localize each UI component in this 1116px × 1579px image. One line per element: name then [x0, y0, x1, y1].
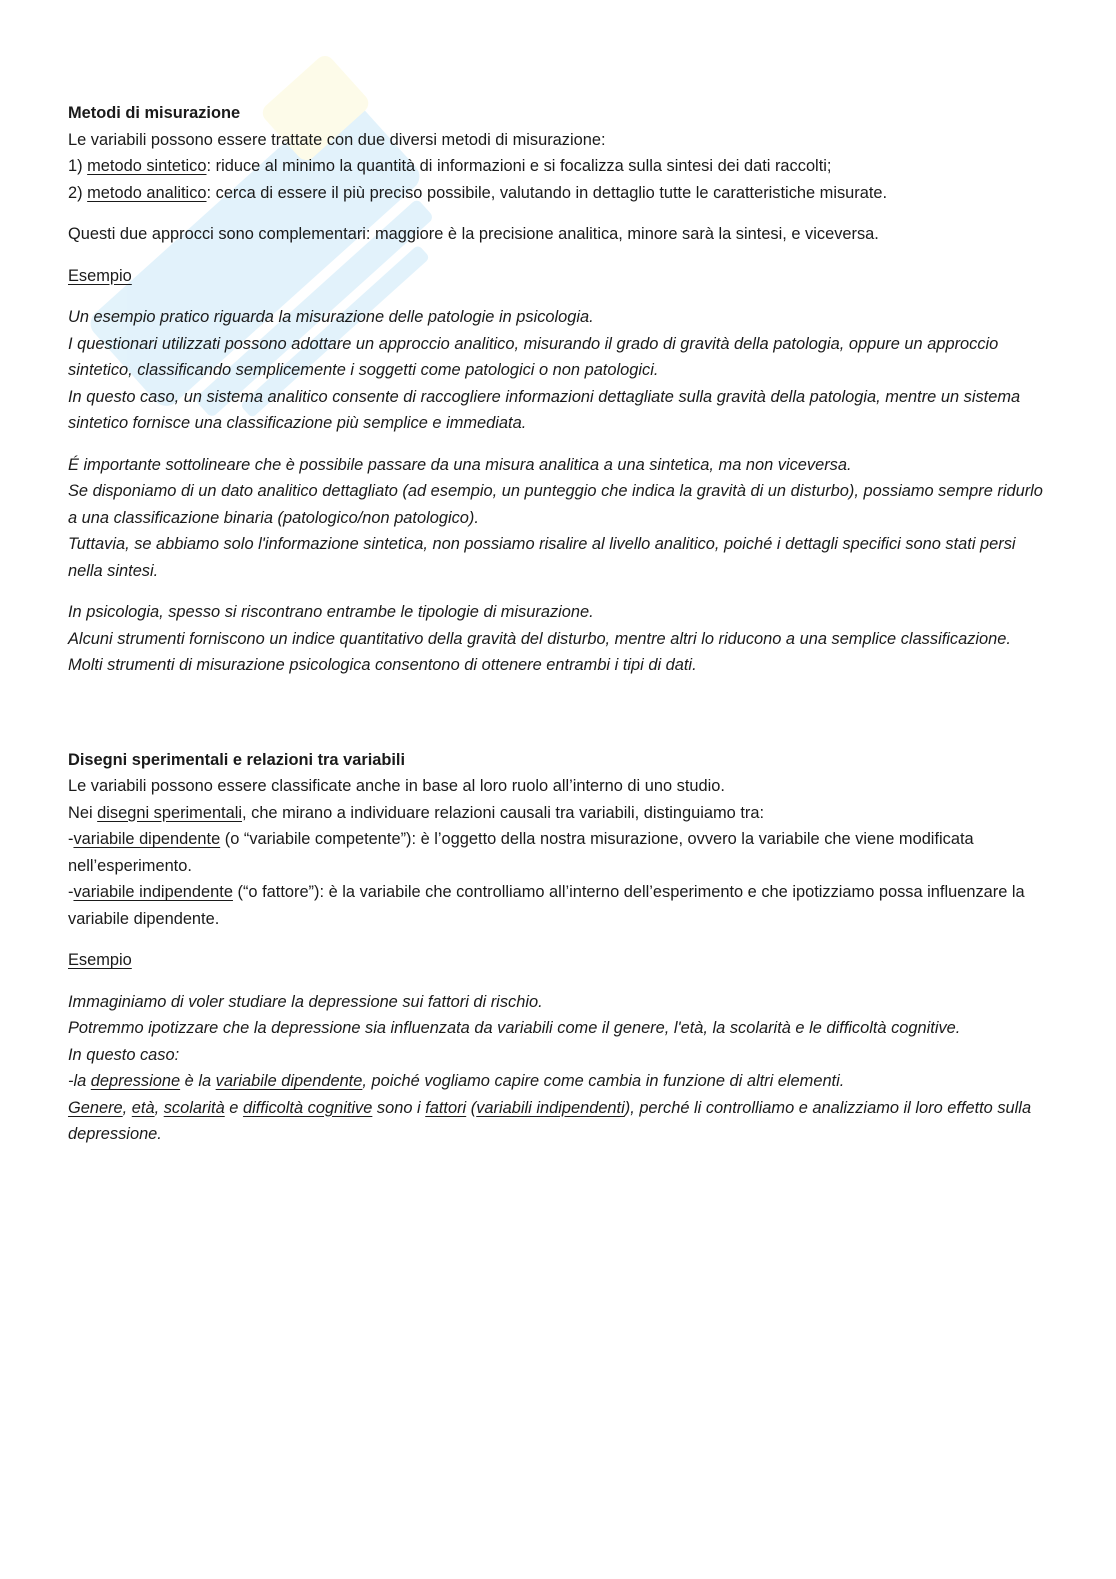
text-span: ( [466, 1098, 477, 1117]
term-scolarita: scolarità [163, 1098, 225, 1117]
example-paragraph-4 [68, 989, 1053, 1148]
paragraph-intro-metodi: Le variabili possono essere trattate con due diversi metodi di misurazione: [68, 130, 606, 149]
term-variabile-dipendente: variabile dipendente [73, 830, 221, 848]
text-span: e [224, 1098, 243, 1117]
example-paragraph-1 [68, 304, 1053, 437]
paragraph-complementari: Questi due approcci sono complementari: maggiore è la precisione analitica, minore sarà la sintesi, e viceversa. [68, 225, 879, 243]
text-span: ), perché li controlliamo e analizziamo il loro effetto sulla depressione. [68, 1098, 1032, 1143]
text-span: è la [180, 1072, 216, 1090]
list-number: 1) [68, 157, 88, 175]
example-line: In psicologia, spesso si riscontrano entrambe le tipologie di misurazione. [68, 603, 594, 621]
text-span: , poiché vogliamo capire come cambia in funzione di altri elementi. [362, 1072, 845, 1090]
example-line: Potremmo ipotizzare che la depressione sia influenzata da variabili come il genere, l'età, la scolarità e le difficoltà cognitive. [68, 1019, 961, 1037]
text-span: sono i [372, 1098, 426, 1117]
text-span: -la [68, 1072, 91, 1090]
text-span: (o “variabile competente”): è l’oggetto della nostra misurazione, ovvero la variabile che viene modificata nell’esperimento. [68, 830, 974, 875]
text-span: - [68, 883, 74, 901]
list-item-variabile-dipendente [68, 826, 1053, 879]
example-line: É importante sottolineare che è possibile passare da una misura analitica a una sintetica, ma non viceversa. [68, 455, 852, 474]
list-number: 2) [68, 183, 88, 202]
text-span: , che mirano a individuare relazioni causali tra variabili, distinguiamo tra: [242, 803, 765, 822]
term-variabile-dipendente: variabile dipendente [215, 1072, 363, 1090]
term-fattori: fattori [425, 1098, 467, 1117]
term-difficolta-cognitive: difficoltà cognitive [242, 1098, 373, 1117]
example-label-1: Esempio [68, 266, 132, 285]
list-item-metodo-analitico [68, 180, 1053, 207]
example-line: In questo caso, un sistema analitico consente di raccogliere informazioni dettagliate sulla gravità della patologia, mentre un sistema sintetico fornisce una classificazione più semplice e immediata. [68, 387, 1021, 432]
term-metodo-sintetico: metodo sintetico [87, 157, 207, 175]
example-line-depressione [68, 1068, 1053, 1095]
text-span: (“o fattore”): è la variabile che controlliamo all’interno dell’esperimento e che ipotizziamo possa influenzare la variabile dipendente. [68, 883, 1025, 928]
example-line: I questionari utilizzati possono adottare un approccio analitico, misurando il grado di gravità della patologia, oppure un approccio sintetico, classificando semplicemente i soggetti come patologici o non patologici. [68, 334, 999, 379]
definition-text: : riduce al minimo la quantità di informazioni e si focalizza sulla sintesi dei dati raccolti; [206, 157, 832, 175]
example-paragraph-2 [68, 452, 1053, 585]
term-eta: età [131, 1098, 155, 1117]
document-content [68, 100, 1053, 1148]
term-depressione: depressione [90, 1072, 181, 1090]
example-line: Immaginiamo di voler studiare la depressione sui fattori di rischio. [68, 992, 543, 1011]
term-metodo-analitico: metodo analitico [87, 183, 207, 202]
list-item-metodo-sintetico [68, 153, 1053, 180]
example-line: In questo caso: [68, 1045, 180, 1064]
section-title-disegni: Disegni sperimentali e relazioni tra variabili [68, 750, 406, 769]
example-line: Alcuni strumenti forniscono un indice quantitativo della gravità del disturbo, mentre altri lo riducono a una semplice classificazione. [68, 629, 1011, 648]
example-label-2: Esempio [68, 951, 132, 969]
list-item-variabile-indipendente [68, 879, 1053, 932]
term-variabile-indipendente: variabile indipendente [73, 883, 233, 901]
example-line: Molti strumenti di misurazione psicologica consentono di ottenere entrambi i tipi di dati. [68, 656, 697, 674]
example-line: Tuttavia, se abbiamo solo l'informazione sintetica, non possiamo risalire al livello analitico, poiché i dettagli specifici sono stati persi nella sintesi. [68, 535, 1016, 580]
example-line: Un esempio pratico riguarda la misurazione delle patologie in psicologia. [68, 308, 594, 326]
text-span: Nei [68, 803, 98, 822]
example-line: Se disponiamo di un dato analitico dettagliato (ad esempio, un punteggio che indica la gravità di un disturbo), possiamo sempre ridurlo a una classificazione binaria (patologico/non patologico). [68, 482, 1043, 527]
paragraph-intro-disegni: Le variabili possono essere classificate anche in base al loro ruolo all’interno di uno studio. [68, 777, 725, 795]
term-variabili-indipendenti: variabili indipendenti [476, 1098, 625, 1117]
term-disegni-sperimentali: disegni sperimentali [97, 803, 243, 822]
text-span: , [122, 1098, 132, 1117]
term-genere: Genere [68, 1098, 123, 1117]
example-line-fattori [68, 1095, 1053, 1148]
text-span: , [154, 1098, 164, 1117]
example-paragraph-3 [68, 599, 1053, 679]
text-span: - [68, 830, 74, 848]
section-title-metodi: Metodi di misurazione [68, 104, 241, 122]
definition-text: : cerca di essere il più preciso possibile, valutando in dettaglio tutte le caratteristiche misurate. [206, 183, 888, 202]
paragraph-disegni-sperimentali [68, 800, 1053, 827]
